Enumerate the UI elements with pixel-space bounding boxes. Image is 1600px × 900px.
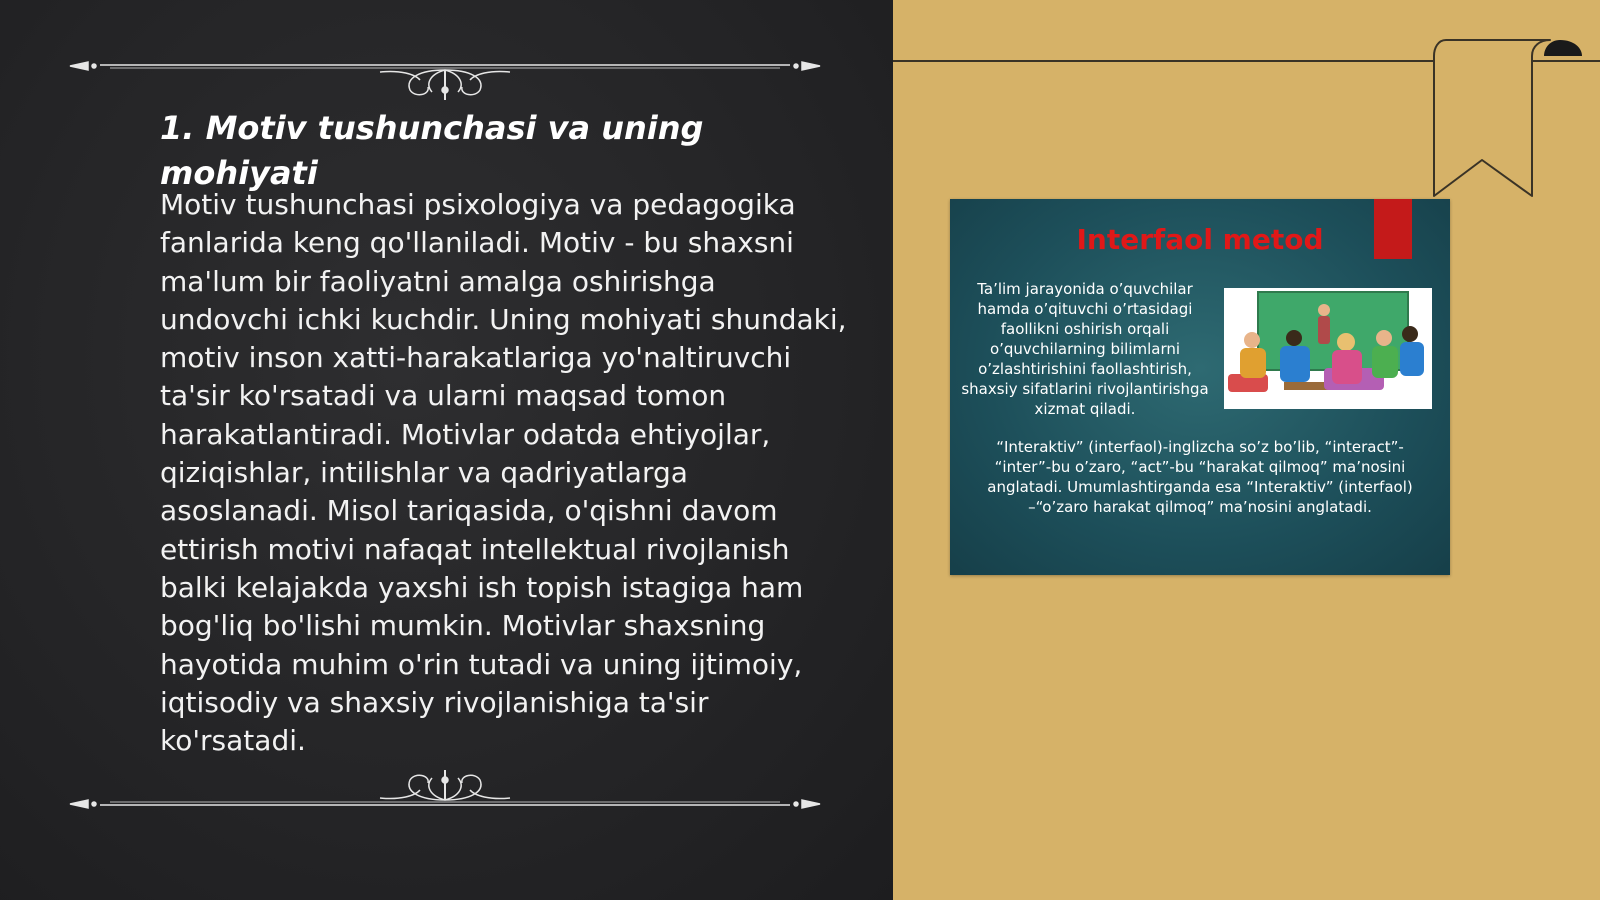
bottom-ornament-divider — [60, 770, 830, 830]
embedded-slide-paragraph-2: “Interaktiv” (interfaol)-inglizcha so’z bo’lib, “interact”- “inter”-bu o’zaro, “act”-bu “harakat qilmoq” ma’nosini anglatadi. Umumlashtirganda esa “Interaktiv” (interfaol) –“o’zaro harakat qilmoq” ma’nosini anglatadi. — [987, 438, 1413, 516]
slide-body-text: Motiv tushunchasi psixologiya va pedagogika fanlarida keng qo'llaniladi. Motiv - bu shaxsni ma'lum bir faoliyatni amalga oshirishga undovchi ichki kuchdir. Uning mohiyati shundaki, motiv inson xatti-harakatlariga yo'naltiruvchi ta'sir ko'rsatadi va ularni maqsad tomon harakatlantiradi. Motivlar odatda ehtiyojlar, qiziqishlar, intilishlar va qadriyatlarga asoslanadi. Misol tariqasida, o'qishni davom ettirish motivi nafaqat intellektual rivojlanish balki kelajakda yaxshi ish topish istagiga ham bog'liq bo'lishi mumkin. Motivlar shaxsning hayotida muhim o'rin tutadi va uning ijtimoiy, iqtisodiy va shaxsiy rivojlanishiga ta'sir ko'rsatadi. — [160, 188, 847, 758]
embedded-slide-paragraph-1: Ta’lim jarayonida o’quvchilar hamda o’qituvchi o’rtasidagi faollikni oshirish orqali o’quvchilarning bilimlarni o’zlashtirishini faollashtirish, shaxsiy sifatlarini rivojlantirishga xizmat qiladi. — [961, 280, 1209, 418]
classroom-illustration — [1224, 288, 1432, 409]
slide-title: 1. Motiv tushunchasi va uning mohiyati — [160, 109, 704, 192]
bookmark-decoration — [1432, 36, 1600, 200]
embedded-slide-image — [950, 199, 1450, 575]
embedded-slide-title: Interfaol metod — [1076, 223, 1324, 256]
top-ornament-divider — [60, 40, 830, 100]
